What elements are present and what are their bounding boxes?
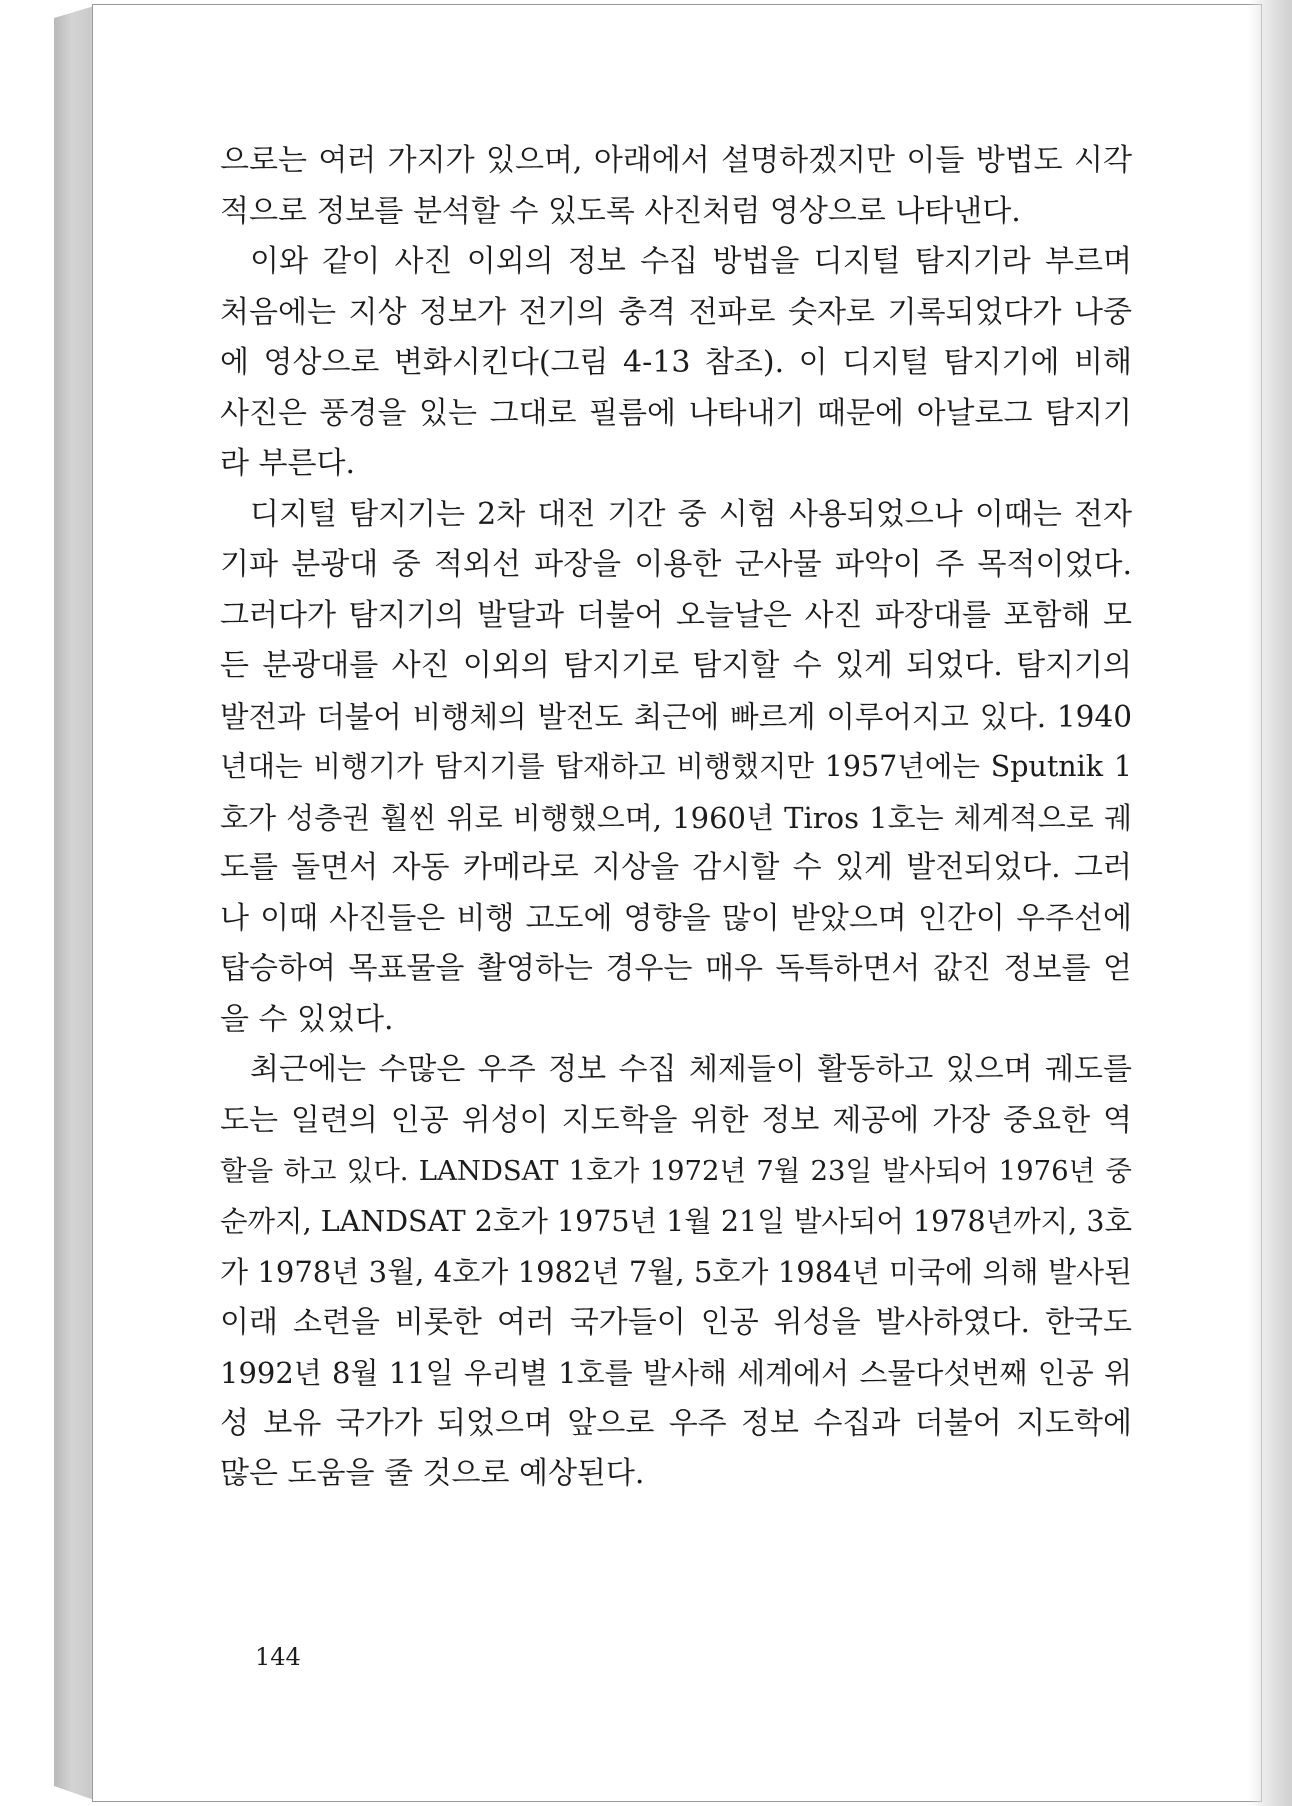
page-edge (54, 6, 94, 1800)
text-line: 도는 일련의 인공 위성이 지도학을 위한 정보 제공에 가장 중요한 역 (220, 1102, 1132, 1138)
text-line: 처음에는 지상 정보가 전기의 충격 전파로 숫자로 기록되었다가 나중 (220, 294, 1132, 330)
text-line: 기파 분광대 중 적외선 파장을 이용한 군사물 파악이 주 목적이었다. (220, 547, 1132, 582)
page-number: 144 (255, 1643, 301, 1671)
text-line: 에 영상으로 변화시킨다(그림 4-13 참조). 이 디지털 탐지기에 비해 (220, 345, 1132, 380)
text-line: 성 보유 국가가 되었으며 앞으로 우주 정보 수집과 더불어 지도학에 (220, 1405, 1132, 1441)
text-line: 많은 도움을 줄 것으로 예상된다. (220, 1456, 645, 1491)
text-line: 사진은 풍경을 있는 그대로 필름에 나타내기 때문에 아날로그 탐지기 (220, 395, 1132, 431)
text-line: 호가 성층권 훨씬 위로 비행했으며, 1960년 Tiros 1호는 체계적으로 궤 (220, 800, 1132, 835)
text-line: 도를 돌면서 자동 카메라로 지상을 감시할 수 있게 발전되었다. 그러 (220, 850, 1132, 885)
text-line: 최근에는 수많은 우주 정보 수집 체제들이 활동하고 있으며 궤도를 (250, 1052, 1132, 1087)
text-line: 할을 하고 있다. LANDSAT 1호가 1972년 7월 23일 발사되어 1976년 중 (220, 1155, 1132, 1187)
text-line: 그러다가 탐지기의 발달과 더불어 오늘날은 사진 파장대를 포함해 모 (220, 597, 1132, 633)
text-line: 이래 소련을 비롯한 여러 국가들이 인공 위성을 발사하였다. 한국도 (220, 1304, 1132, 1340)
text-line: 년대는 비행기가 탐지기를 탑재하고 비행했지만 1957년에는 Sputnik 1 (220, 750, 1132, 783)
page-shadow (1248, 0, 1292, 1806)
text-line: 으로는 여러 가지가 있으며, 아래에서 설명하겠지만 이들 방법도 시각 (220, 143, 1132, 178)
text-line: 라 부른다. (220, 446, 355, 481)
text-line: 디지털 탐지기는 2차 대전 기간 중 시험 사용되었으나 이때는 전자 (250, 496, 1132, 532)
text-line: 든 분광대를 사진 이외의 탐지기로 탐지할 수 있게 되었다. 탐지기의 (220, 648, 1132, 683)
text-line: 가 1978년 3월, 4호가 1982년 7월, 5호가 1984년 미국에 의해 발사된 (220, 1255, 1132, 1289)
text-line: 순까지, LANDSAT 2호가 1975년 1월 21일 발사되어 1978년까지, 3호 (220, 1204, 1132, 1238)
text-line: 적으로 정보를 분석할 수 있도록 사진처럼 영상으로 나타낸다. (220, 193, 1021, 229)
text-line: 나 이때 사진들은 비행 고도에 영향을 많이 받았으며 인간이 우주선에 (220, 900, 1132, 936)
text-line: 발전과 더불어 비행체의 발전도 최근에 빠르게 이루어지고 있다. 1940 (220, 699, 1132, 734)
text-line: 이와 같이 사진 이외의 정보 수집 방법을 디지털 탐지기라 부르며 (250, 244, 1132, 279)
text-line: 1992년 8월 11일 우리별 1호를 발사해 세계에서 스물다섯번째 인공 위 (220, 1356, 1132, 1390)
body-text (220, 136, 1132, 1500)
text-line: 탑승하여 목표물을 촬영하는 경우는 매우 독특하면서 값진 정보를 얻 (220, 951, 1132, 986)
text-line: 을 수 있었다. (220, 1001, 394, 1037)
